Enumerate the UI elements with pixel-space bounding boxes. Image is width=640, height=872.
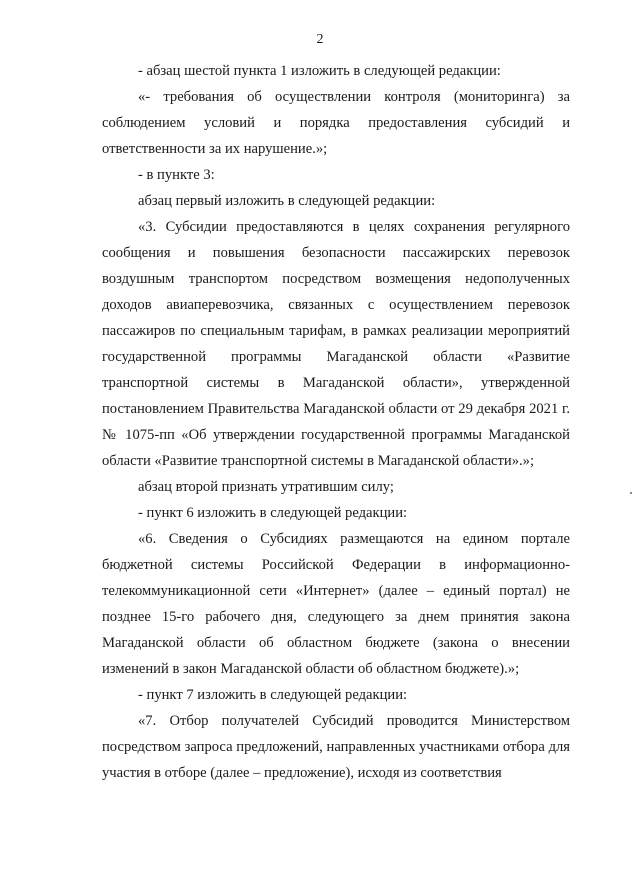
paragraph-4: абзац первый изложить в следующей редакции: bbox=[138, 193, 436, 209]
paragraph-1: - абзац шестой пункта 1 изложить в следующей редакции: bbox=[138, 63, 501, 79]
paragraph-8: «6. Сведения о Субсидиях размещаются на едином портале бюджетной системы Российской Федерации в информационно-телекоммуникационной сети «Интернет» (далее – единый портал) не позднее 15-го рабочего дня, следующего за днем принятия закона Магаданской области об областном бюджете (закона о внесении изменений в закон Магаданской области об областном бюджете).»; bbox=[102, 531, 570, 677]
scan-artifact bbox=[630, 492, 632, 494]
page-number: 2 bbox=[316, 32, 324, 47]
paragraph-5: «3. Субсидии предоставляются в целях сохранения регулярного сообщения и повышения безопасности пассажирских перевозок воздушным транспортом посредством возмещения недополученных доходов авиаперевозчика, связанных с осуществлением перевозок пассажиров по специальным тарифам, в рамках реализации мероприятий государственной программы Магаданской области «Развитие транспортной системы в Магаданской области», утвержденной постановлением Правительства Магаданской области от 29 декабря 2021 г. № 1075-пп «Об утверждении государственной программы Магаданской области «Развитие транспортной системы в Магаданской области».»; bbox=[102, 219, 570, 469]
document-body bbox=[102, 58, 570, 786]
paragraph-9: - пункт 7 изложить в следующей редакции: bbox=[138, 687, 408, 703]
paragraph-2: «- требования об осуществлении контроля (мониторинга) за соблюдением условий и порядка предоставления субсидий и ответственности за их нарушение.»; bbox=[102, 89, 570, 157]
paragraph-7: - пункт 6 изложить в следующей редакции: bbox=[138, 505, 408, 521]
paragraph-3: - в пункте 3: bbox=[138, 167, 215, 183]
paragraph-10: «7. Отбор получателей Субсидий проводится Министерством посредством запроса предложений, направленных участниками отбора для участия в отборе (далее – предложение), исходя из соответствия bbox=[102, 713, 570, 781]
paragraph-6: абзац второй признать утратившим силу; bbox=[138, 479, 394, 495]
